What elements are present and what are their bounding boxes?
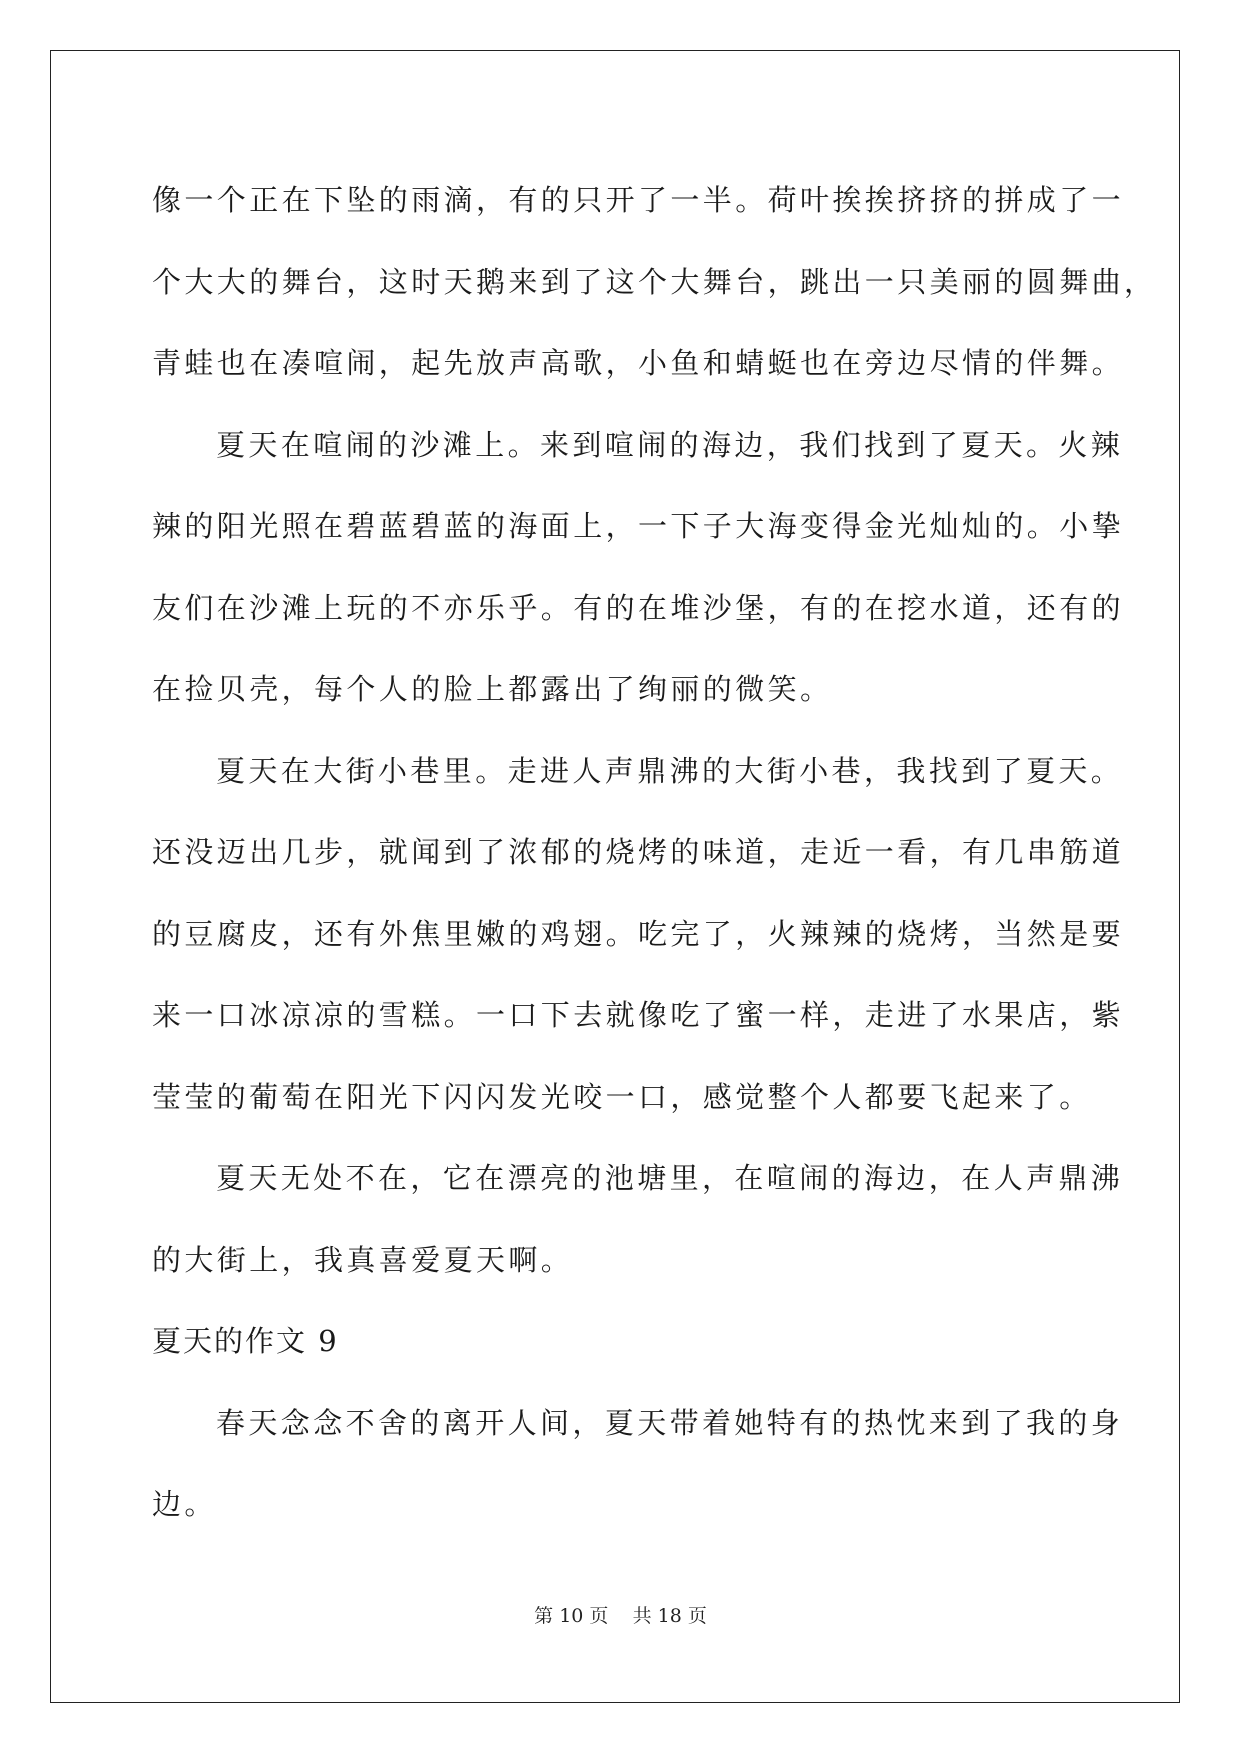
text-line-17: 边。: [152, 1487, 217, 1521]
text-line-8: 夏天在大街小巷里。走进人声鼎沸的大街小巷，我找到了夏天。: [216, 753, 1124, 788]
text-line-13: 夏天无处不在，它在漂亮的池塘里，在喧闹的海边，在人声鼎沸: [216, 1161, 1124, 1195]
text-line-3: 青蛙也在凑喧闹，起先放声高歌，小鱼和蜻蜓也在旁边尽情的伴舞。: [152, 346, 1125, 380]
text-line-7: 在捡贝壳，每个人的脸上都露出了绚丽的微笑。: [152, 672, 833, 706]
page-number: 第 10 页 共 18 页: [534, 1605, 707, 1627]
text-line-2: 个大大的舞台，这时天鹅来到了这个大舞台，跳出一只美丽的圆舞曲，: [152, 264, 1157, 299]
text-line-11: 来一口冰凉凉的雪糕。一口下去就像吃了蜜一样，走进了水果店，紫: [152, 998, 1125, 1032]
text-line-5: 辣的阳光照在碧蓝碧蓝的海面上，一下子大海变得金光灿灿的。小挚: [152, 509, 1125, 543]
text-line-9: 还没迈出几步，就闻到了浓郁的烧烤的味道，走近一看，有几串筋道: [152, 835, 1125, 869]
text-line-4: 夏天在喧闹的沙滩上。来到喧闹的海边，我们找到了夏天。火辣: [216, 427, 1124, 462]
text-line-1: 像一个正在下坠的雨滴，有的只开了一半。荷叶挨挨挤挤的拼成了一: [152, 183, 1125, 217]
text-line-6: 友们在沙滩上玩的不亦乐乎。有的在堆沙堡，有的在挖水道，还有的: [152, 590, 1125, 625]
page-footer: [0, 1601, 1241, 1628]
text-line-16: 春天念念不舍的离开人间，夏天带着她特有的热忱来到了我的身: [216, 1405, 1124, 1440]
document-body: [152, 160, 1157, 1546]
text-line-10: 的豆腐皮，还有外焦里嫩的鸡翅。吃完了，火辣辣的烧烤，当然是要: [152, 916, 1125, 951]
text-line-12: 莹莹的葡萄在阳光下闪闪发光咬一口，感觉整个人都要飞起来了。: [152, 1079, 1092, 1114]
text-line-14: 的大街上，我真喜爱夏天啊。: [152, 1242, 574, 1277]
section-heading: 夏天的作文 9: [152, 1324, 339, 1358]
